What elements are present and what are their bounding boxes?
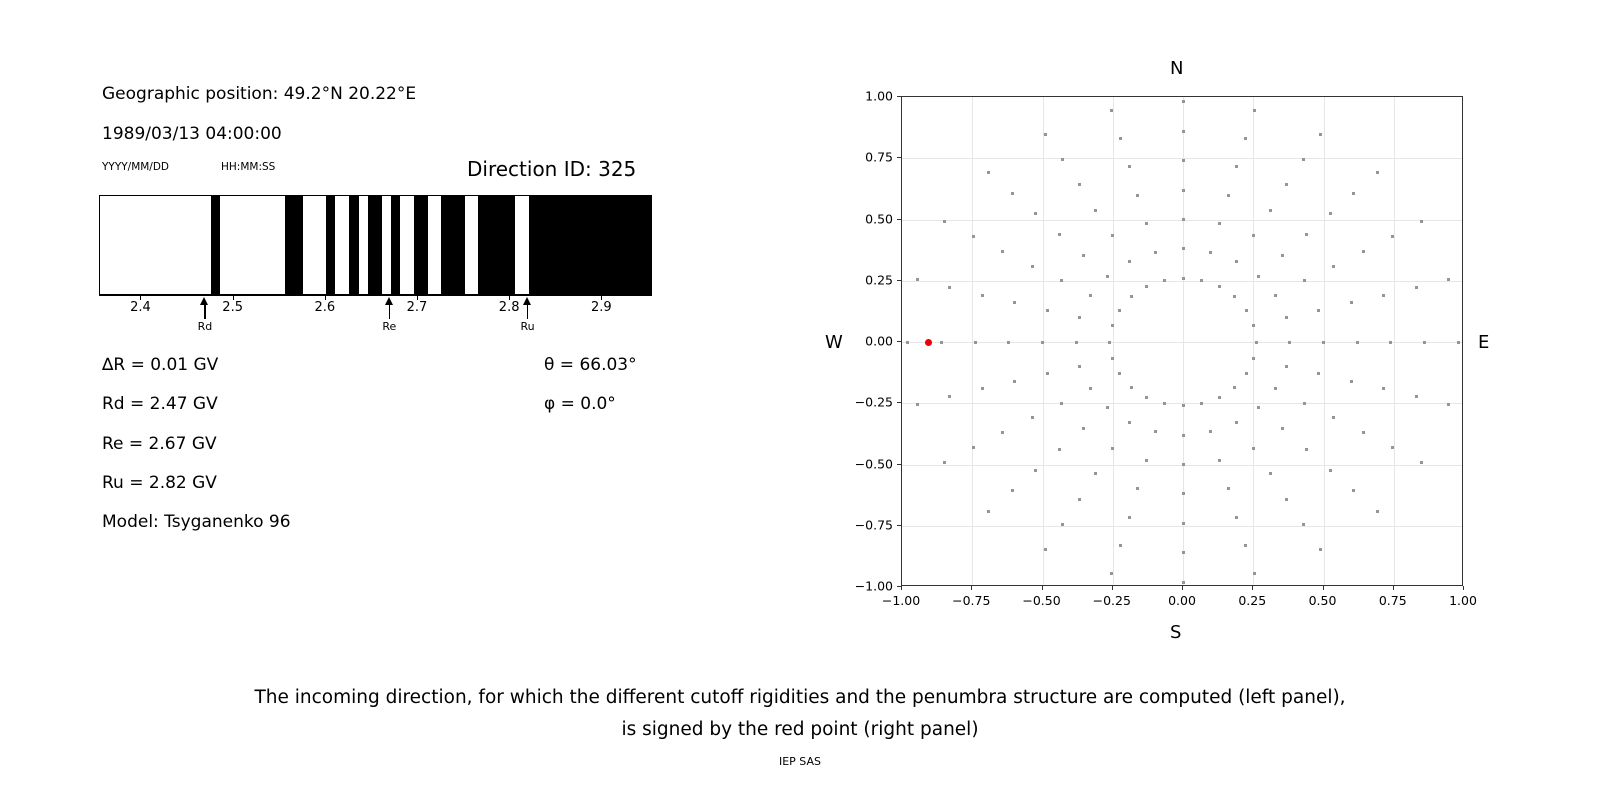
direction-point xyxy=(1415,286,1418,289)
direction-point xyxy=(1182,159,1185,162)
direction-point xyxy=(1235,516,1238,519)
direction-point xyxy=(1130,295,1133,298)
credit-label: IEP SAS xyxy=(778,755,822,768)
direction-point xyxy=(1305,448,1308,451)
direction-point xyxy=(1078,498,1081,501)
direction-point xyxy=(1233,386,1236,389)
direction-point xyxy=(1281,427,1284,430)
direction-point xyxy=(972,235,975,238)
direction-point xyxy=(1218,396,1221,399)
gridline-horizontal xyxy=(902,281,1462,282)
direction-point xyxy=(1118,309,1121,312)
direction-point xyxy=(972,446,975,449)
direction-point xyxy=(1285,498,1288,501)
direction-point xyxy=(1182,130,1185,133)
scatter-x-tick xyxy=(1252,586,1253,590)
direction-point xyxy=(1154,430,1157,433)
figure-caption xyxy=(0,682,1600,746)
time-format-label: HH:MM:SS xyxy=(221,161,276,173)
direction-point xyxy=(1285,183,1288,186)
direction-point xyxy=(1329,469,1332,472)
direction-point xyxy=(1078,183,1081,186)
penumbra-x-tick-label: 2.6 xyxy=(314,300,336,315)
direction-point xyxy=(1078,365,1081,368)
direction-point xyxy=(1319,548,1322,551)
direction-point xyxy=(1420,220,1423,223)
penumbra-x-tick-label: 2.4 xyxy=(130,300,151,315)
penumbra-x-tick-label: 2.9 xyxy=(590,300,612,315)
penumbra-x-tick-label: 2.8 xyxy=(498,300,520,315)
scatter-y-tick-label: 0.50 xyxy=(865,211,893,226)
direction-point xyxy=(1332,416,1335,419)
direction-point xyxy=(1106,275,1109,278)
direction-point xyxy=(1111,234,1114,237)
direction-point xyxy=(1227,194,1230,197)
date-format-label: YYYY/MM/DD xyxy=(102,161,170,173)
direction-point xyxy=(1350,301,1353,304)
direction-point xyxy=(1182,551,1185,554)
direction-point xyxy=(1281,254,1284,257)
scatter-y-tick xyxy=(897,219,901,220)
direction-point xyxy=(1209,430,1212,433)
direction-point xyxy=(1447,403,1450,406)
direction-point xyxy=(1106,406,1109,409)
direction-point xyxy=(1303,402,1306,405)
stat-theta: θ = 66.03° xyxy=(544,355,637,375)
scatter-y-tick xyxy=(897,402,901,403)
direction-point xyxy=(1136,194,1139,197)
direction-point xyxy=(1352,489,1355,492)
penumbra-marker-rd xyxy=(188,297,222,333)
penumbra-x-axis xyxy=(99,295,652,296)
penumbra-band xyxy=(391,196,400,294)
gridline-vertical xyxy=(1183,97,1184,585)
direction-point xyxy=(1163,402,1166,405)
direction-point xyxy=(1001,431,1004,434)
direction-point xyxy=(1108,341,1111,344)
scatter-y-tick-label: −0.50 xyxy=(854,456,893,471)
caption-line-2: is signed by the red point (right panel) xyxy=(621,719,979,740)
direction-point xyxy=(1111,324,1114,327)
direction-point xyxy=(1128,165,1131,168)
penumbra-plot-area xyxy=(99,195,652,295)
scatter-x-tick xyxy=(971,586,972,590)
direction-point xyxy=(1041,341,1044,344)
scatter-x-tick-label: 0.00 xyxy=(1168,593,1196,608)
stat-rd: Rd = 2.47 GV xyxy=(102,394,218,414)
compass-west-label: W xyxy=(825,332,843,353)
direction-point xyxy=(1089,294,1092,297)
direction-point xyxy=(1182,100,1185,103)
direction-point xyxy=(1274,294,1277,297)
scatter-x-tick xyxy=(1463,586,1464,590)
stat-ru: Ru = 2.82 GV xyxy=(102,473,217,493)
scatter-y-tick xyxy=(897,341,901,342)
direction-point xyxy=(1420,461,1423,464)
direction-point xyxy=(1031,416,1034,419)
scatter-x-tick-label: −0.50 xyxy=(1022,593,1061,608)
direction-point xyxy=(1257,406,1260,409)
direction-point xyxy=(1362,250,1365,253)
direction-point xyxy=(1332,265,1335,268)
scatter-x-tick xyxy=(1042,586,1043,590)
direction-point xyxy=(1252,234,1255,237)
direction-point xyxy=(1352,192,1355,195)
direction-point xyxy=(1060,402,1063,405)
penumbra-band xyxy=(349,196,358,294)
direction-point xyxy=(906,341,909,344)
direction-point xyxy=(1001,250,1004,253)
direction-point xyxy=(1200,279,1203,282)
direction-point xyxy=(1111,357,1114,360)
penumbra-band xyxy=(478,196,515,294)
direction-point xyxy=(1382,294,1385,297)
penumbra-x-tick-label: 2.7 xyxy=(406,300,428,315)
direction-point xyxy=(1218,459,1221,462)
left-panel xyxy=(0,0,760,620)
stat-delta-r: ∆R = 0.01 GV xyxy=(102,355,219,375)
scatter-y-tick xyxy=(897,464,901,465)
scatter-y-tick-label: −0.75 xyxy=(854,517,893,533)
direction-point xyxy=(1285,365,1288,368)
direction-point xyxy=(948,286,951,289)
penumbra-chart xyxy=(99,195,652,295)
direction-point xyxy=(1233,295,1236,298)
scatter-y-tick-label: −0.25 xyxy=(854,394,893,410)
direction-point xyxy=(1031,265,1034,268)
direction-point xyxy=(1447,278,1450,281)
direction-point xyxy=(1317,309,1320,312)
direction-point xyxy=(1244,137,1247,140)
direction-point xyxy=(1111,447,1114,450)
direction-point xyxy=(1218,222,1221,225)
direction-point xyxy=(916,278,919,281)
penumbra-band xyxy=(414,196,428,294)
direction-point xyxy=(1154,251,1157,254)
scatter-y-tick xyxy=(897,280,901,281)
direction-point xyxy=(1089,387,1092,390)
scatter-x-tick-label: −1.00 xyxy=(881,593,921,608)
direction-point xyxy=(1094,209,1097,212)
scatter-y-tick xyxy=(897,157,901,158)
direction-point xyxy=(1376,171,1379,174)
direction-point xyxy=(1322,341,1325,344)
direction-point xyxy=(1218,285,1221,288)
arrow-up-icon xyxy=(188,297,222,319)
direction-point xyxy=(943,461,946,464)
gridline-horizontal xyxy=(902,342,1462,343)
scatter-x-tick xyxy=(901,586,902,590)
direction-point xyxy=(1200,402,1203,405)
penumbra-marker-label: Ru xyxy=(520,320,535,333)
direction-point xyxy=(1145,222,1148,225)
compass-east-label: E xyxy=(1478,332,1490,353)
direction-point xyxy=(1302,158,1305,161)
direction-point xyxy=(974,341,977,344)
direction-point xyxy=(1182,218,1185,221)
direction-point xyxy=(1058,448,1061,451)
direction-point xyxy=(1044,133,1047,136)
direction-point xyxy=(1227,487,1230,490)
direction-point xyxy=(916,403,919,406)
direction-point xyxy=(1235,421,1238,424)
stat-phi: φ = 0.0° xyxy=(544,394,616,414)
direction-point xyxy=(1011,192,1014,195)
direction-point xyxy=(1376,510,1379,513)
direction-point xyxy=(1182,581,1185,584)
compass-north-label: N xyxy=(1170,58,1184,79)
direction-point xyxy=(943,220,946,223)
direction-point xyxy=(1252,324,1255,327)
scatter-x-tick-label: 1.00 xyxy=(1449,593,1477,608)
direction-point xyxy=(1303,279,1306,282)
gridline-vertical xyxy=(1113,97,1114,585)
direction-point xyxy=(1457,341,1460,344)
scatter-x-tick xyxy=(1393,586,1394,590)
penumbra-marker-ru xyxy=(511,297,545,333)
direction-point xyxy=(1110,109,1113,112)
direction-point xyxy=(1136,487,1139,490)
direction-id-label: Direction ID: 325 xyxy=(467,157,637,181)
penumbra-band xyxy=(529,196,652,294)
direction-point xyxy=(1061,523,1064,526)
direction-point xyxy=(1078,316,1081,319)
direction-point xyxy=(1145,396,1148,399)
direction-point xyxy=(1253,572,1256,575)
direction-point xyxy=(1244,544,1247,547)
direction-point xyxy=(1145,285,1148,288)
scatter-x-tick-label: −0.75 xyxy=(952,593,991,608)
direction-point xyxy=(1252,357,1255,360)
penumbra-band xyxy=(441,196,464,294)
scatter-y-tick xyxy=(897,586,901,587)
direction-point xyxy=(1269,209,1272,212)
direction-point xyxy=(1245,372,1248,375)
scatter-y-tick-label: 1.00 xyxy=(865,88,893,104)
penumbra-band xyxy=(368,196,382,294)
direction-point xyxy=(1119,137,1122,140)
direction-point xyxy=(987,510,990,513)
penumbra-marker-label: Re xyxy=(382,320,397,333)
arrow-up-icon xyxy=(372,297,406,319)
direction-point xyxy=(1128,421,1131,424)
direction-point xyxy=(1046,309,1049,312)
direction-point xyxy=(1128,260,1131,263)
direction-point xyxy=(1034,469,1037,472)
scatter-x-tick xyxy=(1112,586,1113,590)
scatter-y-tick-label: 0.25 xyxy=(865,272,893,288)
penumbra-marker-label: Rd xyxy=(197,320,213,333)
scatter-x-tick-label: 0.50 xyxy=(1308,593,1337,608)
direction-point xyxy=(1061,158,1064,161)
scatter-x-tick-label: 0.75 xyxy=(1378,593,1407,608)
direction-point xyxy=(1119,544,1122,547)
direction-point xyxy=(1329,212,1332,215)
direction-point xyxy=(1209,251,1212,254)
direction-point xyxy=(981,294,984,297)
direction-point xyxy=(1362,431,1365,434)
direction-point xyxy=(1044,548,1047,551)
direction-point xyxy=(1415,395,1418,398)
direction-point xyxy=(1305,233,1308,236)
stat-model: Model: Tsyganenko 96 xyxy=(102,512,291,532)
direction-point xyxy=(1182,434,1185,437)
selected-direction-point[interactable] xyxy=(925,339,932,346)
direction-point xyxy=(981,387,984,390)
direction-point xyxy=(1075,341,1078,344)
compass-south-label: S xyxy=(1170,622,1182,643)
scatter-x-tick-label: −0.25 xyxy=(1092,593,1131,608)
direction-point xyxy=(1274,387,1277,390)
direction-point xyxy=(1082,427,1085,430)
scatter-y-tick-label: −1.00 xyxy=(854,578,893,594)
direction-point xyxy=(1382,387,1385,390)
direction-point xyxy=(1058,233,1061,236)
right-panel xyxy=(800,0,1600,660)
direction-point xyxy=(1182,404,1185,407)
penumbra-band xyxy=(326,196,335,294)
direction-point xyxy=(1060,279,1063,282)
direction-point xyxy=(948,395,951,398)
direction-point xyxy=(1302,523,1305,526)
direction-point xyxy=(1269,472,1272,475)
direction-point xyxy=(1046,372,1049,375)
direction-point xyxy=(940,341,943,344)
penumbra-band xyxy=(211,196,220,294)
direction-point xyxy=(1013,380,1016,383)
scatter-y-tick xyxy=(897,525,901,526)
direction-point xyxy=(1013,301,1016,304)
direction-point xyxy=(1253,109,1256,112)
arrow-up-icon xyxy=(511,297,545,319)
direction-point xyxy=(1163,279,1166,282)
direction-point xyxy=(1288,341,1291,344)
direction-point xyxy=(1391,446,1394,449)
scatter-x-tick-label: 0.25 xyxy=(1238,593,1267,608)
direction-point xyxy=(1182,463,1185,466)
direction-point xyxy=(1182,247,1185,250)
direction-point xyxy=(1145,459,1148,462)
direction-point xyxy=(1011,489,1014,492)
direction-point xyxy=(1082,254,1085,257)
direction-point xyxy=(1235,260,1238,263)
scatter-x-tick xyxy=(1182,586,1183,590)
scatter-x-tick xyxy=(1323,586,1324,590)
scatter-y-tick xyxy=(897,96,901,97)
direction-point xyxy=(1128,516,1131,519)
direction-point xyxy=(1319,133,1322,136)
datetime-text: 1989/03/13 04:00:00 xyxy=(102,124,282,144)
gridline-vertical xyxy=(1394,97,1395,585)
direction-point xyxy=(1182,189,1185,192)
direction-point xyxy=(1257,275,1260,278)
gridline-horizontal xyxy=(902,526,1462,527)
direction-point xyxy=(1094,472,1097,475)
direction-point xyxy=(1182,492,1185,495)
direction-point xyxy=(1356,341,1359,344)
direction-point xyxy=(1350,380,1353,383)
direction-point xyxy=(1252,447,1255,450)
direction-point xyxy=(1110,572,1113,575)
direction-point xyxy=(1007,341,1010,344)
caption-line-1: The incoming direction, for which the different cutoff rigidities and the penumbra structure are computed (left panel), xyxy=(254,687,1346,708)
penumbra-band xyxy=(285,196,303,294)
direction-point xyxy=(1285,316,1288,319)
geographic-position-text: Geographic position: 49.2°N 20.22°E xyxy=(102,84,417,104)
direction-point xyxy=(1118,372,1121,375)
direction-point xyxy=(1235,165,1238,168)
direction-point xyxy=(1317,372,1320,375)
direction-point xyxy=(1391,235,1394,238)
direction-point xyxy=(1130,386,1133,389)
direction-point xyxy=(1423,341,1426,344)
direction-point xyxy=(1182,277,1185,280)
scatter-y-tick-label: 0.00 xyxy=(865,333,893,349)
direction-point xyxy=(1034,212,1037,215)
direction-scatter-plot xyxy=(901,96,1463,586)
penumbra-x-tick-label: 2.5 xyxy=(222,300,243,315)
direction-point xyxy=(1389,341,1392,344)
direction-point xyxy=(1255,341,1258,344)
direction-point xyxy=(1245,309,1248,312)
penumbra-marker-re xyxy=(372,297,406,333)
direction-point xyxy=(987,171,990,174)
stat-re: Re = 2.67 GV xyxy=(102,434,217,454)
direction-point xyxy=(1182,522,1185,525)
scatter-y-tick-label: 0.75 xyxy=(865,149,893,165)
